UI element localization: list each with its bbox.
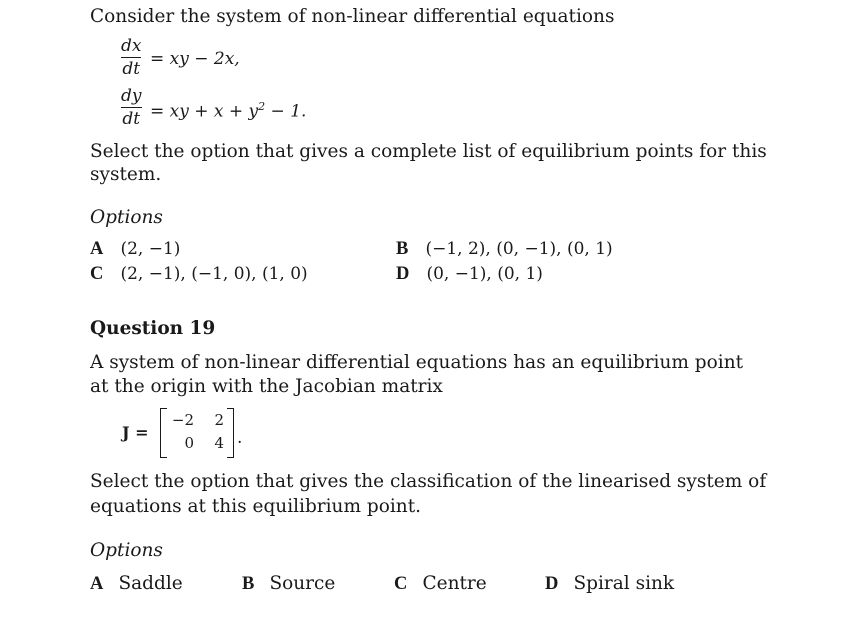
eq1-numerator: dx xyxy=(121,36,142,56)
matrix-cell-2-2: 4 xyxy=(214,434,224,452)
option-text: Saddle xyxy=(118,573,183,594)
option-letter: C xyxy=(90,264,104,284)
eq2-numerator: dy xyxy=(121,86,142,106)
option-text: Centre xyxy=(422,573,487,594)
option-letter: C xyxy=(394,574,408,594)
option-text: (2, −1) xyxy=(120,239,181,259)
option-letter: A xyxy=(90,239,104,259)
option-letter: D xyxy=(545,574,559,594)
q19-prompt-line2: equations at this equilibrium point. xyxy=(90,496,422,517)
option-letter: B xyxy=(242,574,255,594)
matrix-cell-2-1: 0 xyxy=(184,434,194,452)
option-text: (2, −1), (−1, 0), (1, 0) xyxy=(120,264,308,284)
q18-option-d[interactable] xyxy=(396,264,543,285)
option-text: Source xyxy=(269,573,336,594)
eq1-rhs: = xy − 2x, xyxy=(150,49,240,69)
q19-options-heading: Options xyxy=(90,540,163,561)
q19-intro-line1: A system of non-linear differential equations has an equilibrium point xyxy=(90,352,744,373)
q19-prompt-line1: Select the option that gives the classification of the linearised system of xyxy=(90,471,767,492)
q19-option-d[interactable] xyxy=(545,573,674,595)
q19-option-b[interactable] xyxy=(242,573,335,595)
option-text: (0, −1), (0, 1) xyxy=(426,264,543,284)
eq2-derivative xyxy=(121,86,142,129)
matrix-period: . xyxy=(237,428,243,448)
q18-option-a[interactable] xyxy=(90,239,180,260)
jacobian-matrix xyxy=(160,408,234,458)
eq2-denominator: dt xyxy=(122,109,141,129)
q18-options-heading: Options xyxy=(90,207,163,228)
q19-option-a[interactable] xyxy=(90,573,183,595)
q18-intro: Consider the system of non-linear differential equations xyxy=(90,6,615,27)
eq1-denominator: dt xyxy=(122,59,141,79)
matrix-cell-1-1: −2 xyxy=(171,411,194,429)
option-letter: B xyxy=(396,239,409,259)
q18-prompt-line2: system. xyxy=(90,164,162,185)
q18-prompt-line1: Select the option that gives a complete list of equilibrium points for this xyxy=(90,141,767,162)
q18-option-b[interactable] xyxy=(396,239,613,260)
q18-option-c[interactable] xyxy=(90,264,308,285)
eq1-derivative xyxy=(121,36,141,79)
eq2-rhs: = xy + $x + y^2 - 1$. xyxy=(150,100,307,122)
matrix-cell-1-2: 2 xyxy=(214,411,224,429)
q19-heading: Question 19 xyxy=(90,318,216,339)
q19-intro-line2: at the origin with the Jacobian matrix xyxy=(90,376,443,397)
option-letter: D xyxy=(396,264,410,284)
q19-option-c[interactable] xyxy=(394,573,487,595)
option-letter: A xyxy=(90,574,104,594)
option-text: (−1, 2), (0, −1), (0, 1) xyxy=(425,239,613,259)
option-text: Spiral sink xyxy=(573,573,675,594)
matrix-label: J = xyxy=(122,423,149,442)
